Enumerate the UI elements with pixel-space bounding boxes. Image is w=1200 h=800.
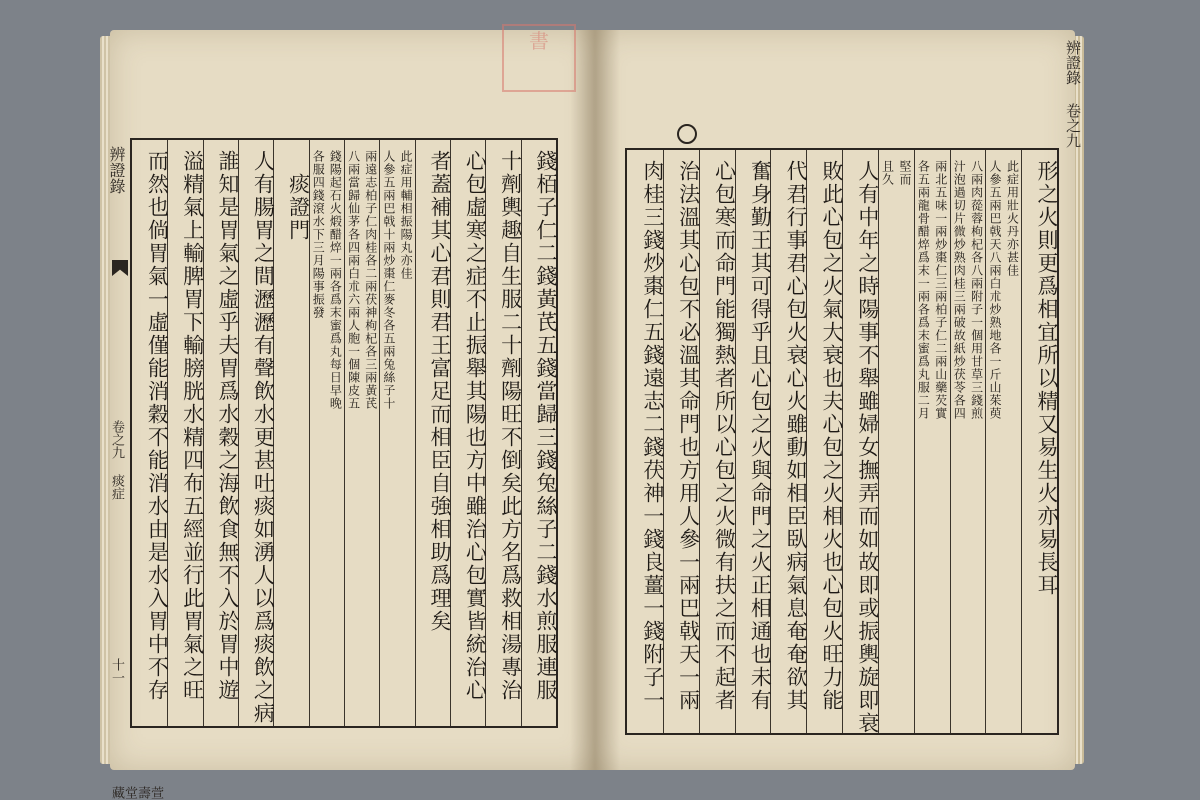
- text-line: 治法溫其心包不必溫其命門也方用人參一兩巴戟天一兩: [676, 160, 701, 712]
- right-page-column: [699, 150, 735, 733]
- left-page-column: [238, 140, 276, 726]
- annotation-line: 兩北五味一兩炒棗仁三兩柏子仁二兩山藥芡實: [933, 160, 948, 420]
- annotation-line: 各五兩龍骨醋焠爲末一兩各爲末蜜爲丸服二月: [916, 160, 931, 420]
- annotation-line: 此症用輔相振陽丸亦佳: [399, 150, 414, 280]
- text-line: 奮身勤王其可得乎且心包之火與命門之火正相通也未有: [748, 160, 773, 712]
- annotation-line: 汁泡過切片微炒熟肉桂三兩破故紙炒茯苓各四: [952, 160, 967, 420]
- annotation-line: 堅而: [897, 160, 912, 186]
- text-line: 敗此心包之火氣大衰也夫心包之火相火也心包火旺力能: [819, 160, 844, 712]
- left-page-column: [167, 140, 205, 726]
- right-page-column: [985, 150, 1021, 733]
- text-line: 代君行事君心包火衰心火雖動如相臣臥病氣息奄奄欲其: [784, 160, 809, 712]
- text-line: 人有中年之時陽事不舉雖婦女撫弄而如故即或振輿旋即衰: [855, 160, 880, 735]
- right-page-column: [735, 150, 771, 733]
- text-line: 肉桂三錢炒棗仁五錢遠志二錢茯神一錢良薑一錢附子一: [640, 160, 665, 712]
- left-page-column: [379, 140, 414, 726]
- text-line: 人有腸胃之間瀝瀝有聲飲水更甚吐痰如湧人以爲痰飲之病: [251, 150, 276, 725]
- text-line: 者蓋補其心君則君王富足而相臣自強相助爲理矣: [427, 150, 452, 633]
- annotation-line: 八兩當歸仙茅各四兩白朮六兩人胞一個陳皮五: [346, 150, 361, 410]
- right-text-frame: [625, 148, 1059, 735]
- right-page-column: [770, 150, 809, 733]
- banxin-title: 辨證錄: [107, 146, 126, 194]
- annotation-line: 各服四錢滾水下三月陽事振發: [311, 150, 326, 319]
- left-page-column: [344, 140, 379, 726]
- text-line: 而然也倘胃氣一虛僅能消穀不能消水由是水入胃中不存: [145, 150, 170, 702]
- banxin-folio: 十一: [109, 658, 124, 684]
- left-text-frame: [130, 138, 558, 728]
- left-page-column: [521, 140, 556, 726]
- annotation-line: 兩遠志柏子仁肉桂各二兩茯神枸杞各三兩黃芪: [363, 150, 378, 410]
- right-page-column: [1021, 150, 1057, 733]
- left-page-column: [132, 140, 170, 726]
- library-seal: 書: [502, 24, 576, 92]
- text-line: 心包虛寒之症不止振舉其陽也方中雖治心包實皆統治心: [463, 150, 488, 702]
- text-line: 溢精氣上輸脾胃下輸膀胱水精四布五經並行此胃氣之旺: [180, 150, 205, 702]
- right-page-column: [914, 150, 950, 733]
- banxin-volume: 卷之九 痰症: [109, 420, 124, 500]
- annotation-line: 人參五兩巴戟天八兩白朮炒熟地各一斤山茱萸: [988, 160, 1003, 420]
- text-line: 心包寒而命門能獨熱者所以心包之火微有扶之而不起者: [712, 160, 737, 712]
- right-page-column: [806, 150, 842, 733]
- text-line: 十劑輿趣自生服二十劑陽旺不倒矣此方名爲救相湯專治: [498, 150, 523, 702]
- right-running-head: 辨證錄 卷之九: [1064, 40, 1082, 148]
- text-line: 誰知是胃氣之虛乎夫胃爲水穀之海飲食無不入於胃中遊: [215, 150, 240, 702]
- right-page-column: [663, 150, 699, 733]
- left-page-column: [485, 140, 523, 726]
- annotation-line: 錢陽起石火煅醋焠一兩各爲末蜜爲丸每日早晚: [328, 150, 343, 410]
- text-line: 形之火則更爲相宜所以精又易生火亦易長耳: [1034, 160, 1059, 597]
- annotation-line: 此症用壯火丹亦甚佳: [1005, 160, 1020, 277]
- annotation-line: 八兩肉蓯蓉枸杞各八兩附子一個用甘草三錢煎: [969, 160, 984, 420]
- left-page-column: [203, 140, 238, 726]
- left-page-column: [415, 140, 450, 726]
- left-page-column: [309, 140, 344, 726]
- annotation-line: 且久: [880, 160, 895, 186]
- banxin-publisher: 萱壽堂藏: [109, 786, 163, 799]
- left-page-column: [273, 140, 311, 726]
- right-page-column: [842, 150, 878, 733]
- right-page-column: [950, 150, 986, 733]
- right-page-column: [878, 150, 914, 733]
- annotation-line: 人參五兩巴戟十兩炒棗仁麥冬各五兩兔絲子十: [381, 150, 396, 410]
- left-page-column: [450, 140, 488, 726]
- right-page-column: [627, 150, 663, 733]
- text-line: 痰證門: [286, 150, 311, 242]
- text-line: 錢栢子仁二錢黃芪五錢當歸三錢兔絲子二錢水煎服連服: [533, 150, 558, 702]
- circle-mark: [677, 124, 697, 144]
